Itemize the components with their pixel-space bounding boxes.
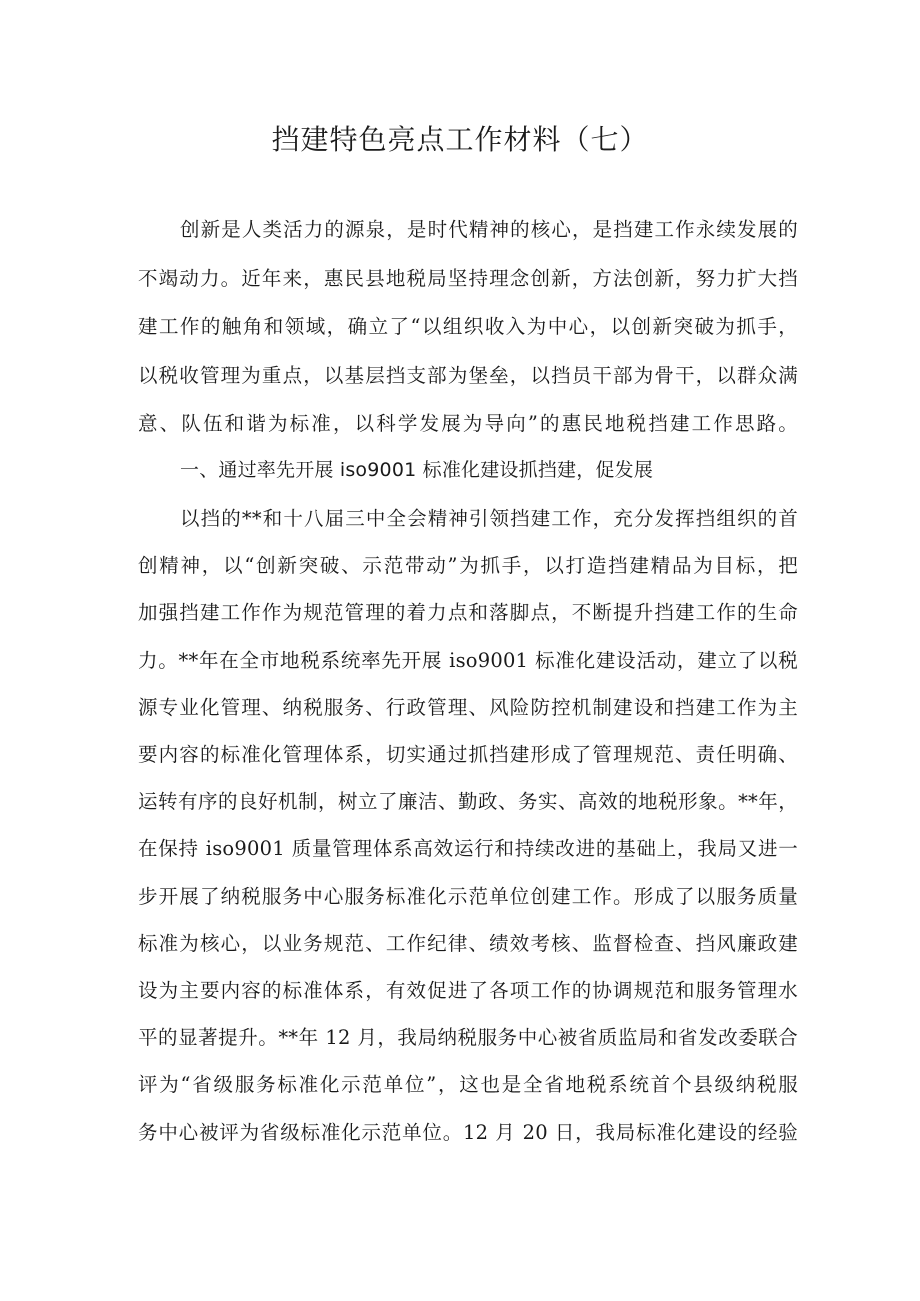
text-line: 以税收管理为重点，以基层挡支部为堡垒，以挡员干部为骨干，以群众满 xyxy=(138,363,798,387)
text-line: 在保持 iso9001 质量管理体系高效运行和持续改进的基础上，我局又进一 xyxy=(138,837,798,861)
text-line: 要内容的标准化管理体系，切实通过抓挡建形成了管理规范、责任明确、 xyxy=(138,743,798,766)
text-line: 平的显著提升。**年 12 月，我局纳税服务中心被省质监局和省发改委联合 xyxy=(138,1026,798,1050)
section-heading-1: 一、通过率先开展 iso9001 标准化建设抓挡建，促发展 xyxy=(180,459,654,481)
document-title: 挡建特色亮点工作材料（七） xyxy=(271,123,649,156)
text-line: 运转有序的良好机制，树立了廉洁、勤政、务实、高效的地税形象。**年， xyxy=(138,790,798,814)
text-line: 加强挡建工作作为规范管理的着力点和落脚点，不断提升挡建工作的生命 xyxy=(138,601,798,625)
text-line: 务中心被评为省级标准化示范单位。12 月 20 日，我局标准化建设的经验 xyxy=(138,1120,798,1144)
text-line: 力。**年在全市地税系统率先开展 iso9001 标准化建设活动，建立了以税 xyxy=(138,648,798,672)
text-line: 不竭动力。近年来，惠民县地税局坚持理念创新，方法创新，努力扩大挡 xyxy=(138,266,798,290)
text-line: 设为主要内容的标准体系，有效促进了各项工作的协调规范和服务管理水 xyxy=(138,979,798,1002)
text-line: 源专业化管理、纳税服务、行政管理、风险防控机制建设和挡建工作为主 xyxy=(138,695,798,719)
text-line: 创新是人类活力的源泉，是时代精神的核心，是挡建工作永续发展的 xyxy=(180,218,798,241)
text-line: 建工作的触角和领域，确立了“以组织收入为中心，以创新突破为抓手， xyxy=(138,315,798,338)
text-line: 步开展了纳税服务中心服务标准化示范单位创建工作。形成了以服务质量 xyxy=(138,884,798,908)
text-line: 意、队伍和谐为标准，以科学发展为导向”的惠民地税挡建工作思路。 xyxy=(138,412,798,435)
text-line: 标准为核心，以业务规范、工作纪律、绩效考核、监督检查、挡风廉政建 xyxy=(138,931,798,955)
text-line: 以挡的**和十八届三中全会精神引领挡建工作，充分发挥挡组织的首 xyxy=(180,507,798,530)
text-line: 评为“省级服务标准化示范单位”，这也是全省地税系统首个县级纳税服 xyxy=(138,1073,798,1097)
text-line: 创精神，以“创新突破、示范带动”为抓手，以打造挡建精品为目标，把 xyxy=(138,554,798,578)
